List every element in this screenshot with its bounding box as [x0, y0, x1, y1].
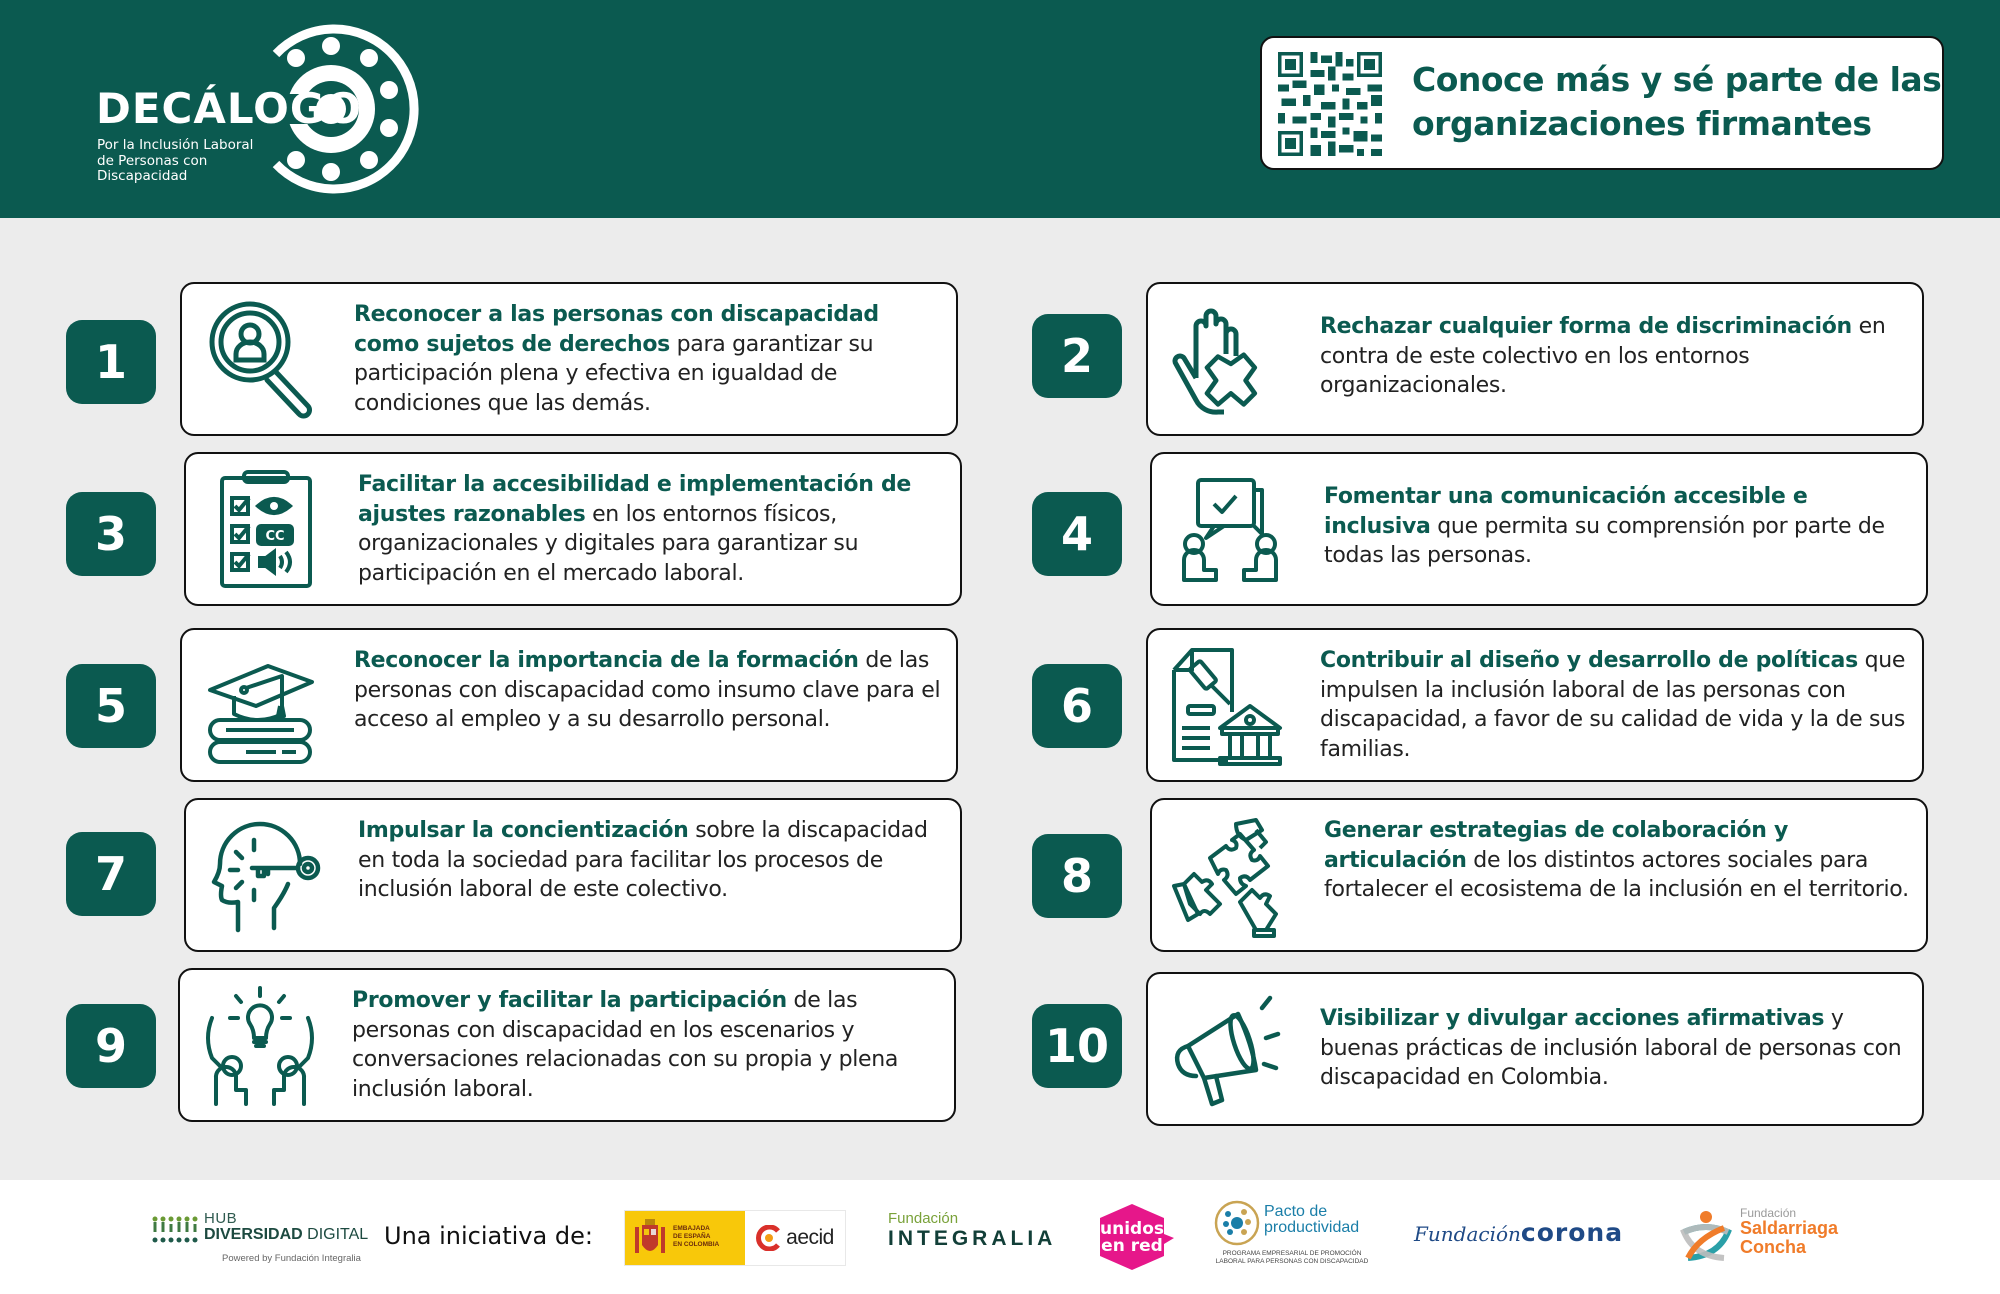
- item-headline: Visibilizar y divulgar acciones afirmativas: [1320, 1006, 1825, 1031]
- decalogue-item-6: [1146, 628, 1924, 782]
- item-text: [354, 646, 942, 735]
- item-text: [358, 470, 946, 588]
- cta-line-2: organizaciones firmantes: [1412, 104, 1872, 143]
- embajada-line: EN COLOMBIA: [673, 1241, 720, 1248]
- item-body: que impulsen la inclusión laboral de las personas con discapacidad, a favor de su calidad de vida y la de sus familias.: [1320, 648, 1906, 762]
- item-number-badge: 4: [1032, 492, 1122, 576]
- embajada-logo: [625, 1211, 745, 1265]
- saldarriaga-figure-icon: [1678, 1210, 1734, 1262]
- item-text: [1320, 646, 1908, 764]
- aecid-text: aecid: [786, 1226, 834, 1249]
- item-body: para garantizar su participación plena y efectiva en igualdad de condiciones que las demás.: [354, 331, 874, 416]
- svg-text:unidos: unidos: [1100, 1219, 1164, 1239]
- fundacion-corona-logo: [1414, 1218, 1623, 1247]
- logo-subtitle: [97, 138, 297, 185]
- magnifier-person-icon: [200, 298, 324, 422]
- graduation-cap-books-icon: [200, 644, 324, 768]
- footer-partners: [0, 1180, 2000, 1294]
- aecid-logo: [745, 1211, 845, 1265]
- hub-powered-by: Powered by Fundación Integralia: [222, 1253, 361, 1264]
- hub-bold: DIVERSIDAD: [204, 1226, 303, 1243]
- item-number-badge: 2: [1032, 314, 1122, 398]
- item-number-badge: 7: [66, 832, 156, 916]
- initiative-label: Una iniciativa de:: [384, 1222, 593, 1250]
- pacto-sub-2: LABORAL PARA PERSONAS CON DISCAPACIDAD: [1215, 1258, 1369, 1265]
- item-text: [352, 986, 940, 1104]
- people-lightbulb-icon: [198, 984, 322, 1108]
- pacto-line-2: productividad: [1264, 1219, 1360, 1236]
- item-text: [1320, 1004, 1908, 1093]
- corona-word: corona: [1520, 1218, 1624, 1247]
- aecid-c-icon: [756, 1225, 782, 1251]
- decalogue-item-1: [180, 282, 958, 436]
- logo-subtitle-line: Por la Inclusión Laboral: [97, 137, 254, 153]
- item-number-badge: 1: [66, 320, 156, 404]
- pacto-sub-1: PROGRAMA EMPRESARIAL DE PROMOCIÓN: [1222, 1250, 1362, 1257]
- item-body: en contra de este colectivo en los entornos organizacionales.: [1320, 314, 1886, 398]
- embajada-text: [673, 1225, 719, 1249]
- spain-coat-of-arms-icon: [635, 1219, 665, 1259]
- item-headline: Contribuir al diseño y desarrollo de políticas: [1320, 648, 1858, 673]
- hands-puzzle-icon: [1170, 814, 1294, 938]
- item-body: que permita su comprensión por parte de todas las personas.: [1324, 513, 1885, 568]
- decalogue-item-9: [178, 968, 956, 1122]
- item-text: [1324, 482, 1912, 571]
- embajada-line: DE ESPAÑA: [673, 1233, 711, 1240]
- signatories-cta[interactable]: [1260, 36, 1944, 170]
- svg-text:CC: CC: [265, 529, 285, 544]
- item-headline: Fomentar una comunicación accesible e inclusiva: [1324, 484, 1808, 539]
- decalogue-item-10: [1146, 972, 1924, 1126]
- cta-text[interactable]: [1412, 58, 1941, 146]
- header-banner: [0, 0, 2000, 218]
- item-body: y buenas prácticas de inclusión laboral de personas con discapacidad en Colombia.: [1320, 1006, 1902, 1090]
- embajada-line: EMBAJADA: [673, 1225, 710, 1232]
- decalogue-item-3: [184, 452, 962, 606]
- cta-line-1: Conoce más y sé parte de las: [1412, 60, 1942, 99]
- item-number-badge: 9: [66, 1004, 156, 1088]
- head-key-icon: [204, 814, 328, 938]
- item-number-badge: 10: [1032, 1004, 1122, 1088]
- item-number-badge: 5: [66, 664, 156, 748]
- megaphone-icon: [1166, 988, 1290, 1112]
- conversation-people-icon: [1170, 468, 1294, 592]
- item-body: de las personas con discapacidad como insumo clave para el acceso al empleo y a su desarrollo personal.: [354, 648, 941, 732]
- logo-title: DECÁLOGO: [96, 84, 363, 133]
- item-number-badge: 6: [1032, 664, 1122, 748]
- accessibility-checklist-icon: [204, 468, 328, 592]
- item-number-badge: 3: [66, 492, 156, 576]
- logo-subtitle-line: de Personas con: [97, 152, 208, 169]
- decalogue-item-5: [180, 628, 958, 782]
- hub-line-2: [204, 1226, 368, 1244]
- item-number-badge: 8: [1032, 834, 1122, 918]
- item-headline: Generar estrategias de colaboración y articulación: [1324, 818, 1789, 873]
- decalogue-item-4: [1150, 452, 1928, 606]
- item-text: [354, 300, 942, 418]
- integralia-logo: [888, 1210, 1056, 1251]
- svg-text:en red: en red: [1101, 1236, 1163, 1256]
- integralia-line-1: Fundación: [888, 1210, 959, 1227]
- pacto-productividad-logo: [1212, 1200, 1382, 1280]
- fundacion-saldarriaga-concha-logo: [1678, 1206, 1858, 1270]
- saldarriaga-line-3: Concha: [1740, 1237, 1807, 1257]
- item-headline: Reconocer a las personas con discapacidad como sujetos de derechos: [354, 302, 879, 357]
- logo-subtitle-line: Discapacidad: [97, 168, 188, 184]
- qr-code-icon[interactable]: [1278, 52, 1382, 156]
- decalogue-item-7: [184, 798, 962, 952]
- saldarriaga-line-1: Fundación: [1740, 1206, 1797, 1220]
- pacto-subtitle: [1212, 1250, 1372, 1266]
- item-body: sobre la discapacidad en toda la sociedad para facilitar los procesos de inclusión laboral de este colectivo.: [358, 818, 928, 902]
- policy-document-gavel-icon: [1166, 644, 1290, 768]
- item-text: [358, 816, 946, 905]
- hub-light: DIGITAL: [302, 1226, 369, 1243]
- item-body: de los distintos actores sociales para fortalecer el ecosistema de la inclusión en el territorio.: [1324, 847, 1909, 902]
- item-headline: Rechazar cualquier forma de discriminación: [1320, 314, 1852, 339]
- corona-script: Fundación: [1414, 1222, 1521, 1246]
- unidos-hexagon-icon: [1090, 1204, 1174, 1270]
- hub-diversidad-digital-logo: [152, 1208, 369, 1268]
- item-text: [1324, 816, 1912, 905]
- item-headline: Impulsar la concientización: [358, 818, 689, 843]
- item-headline: Facilitar la accesibilidad e implementación de ajustes razonables: [358, 472, 912, 527]
- hub-dots-icon: [152, 1216, 200, 1246]
- pacto-title: [1264, 1204, 1359, 1236]
- decalogo-logo: [96, 14, 416, 204]
- item-text: [1320, 312, 1908, 401]
- pacto-line-1: Pacto de: [1264, 1203, 1328, 1220]
- decalogue-item-2: [1146, 282, 1924, 436]
- embajada-aecid-logo: [624, 1210, 846, 1266]
- unidos-en-red-logo: [1090, 1204, 1174, 1270]
- hub-line-1: HUB: [204, 1210, 238, 1227]
- hand-stop-x-icon: [1166, 298, 1290, 422]
- item-body: de las personas con discapacidad en los escenarios y conversaciones relacionadas con su propia y plena inclusión laboral.: [352, 988, 899, 1102]
- decalogue-item-8: [1150, 798, 1928, 952]
- item-headline: Promover y facilitar la participación: [352, 988, 787, 1013]
- item-body: en los entornos físicos, organizacionales y digitales para garantizar su participación en el mercado laboral.: [358, 501, 859, 586]
- saldarriaga-line-2: Saldarriaga: [1740, 1218, 1839, 1238]
- pacto-circle-icon: [1214, 1200, 1260, 1246]
- item-headline: Reconocer la importancia de la formación: [354, 648, 859, 673]
- saldarriaga-name: [1740, 1219, 1838, 1257]
- integralia-line-2: INTEGRALIA: [888, 1227, 1057, 1250]
